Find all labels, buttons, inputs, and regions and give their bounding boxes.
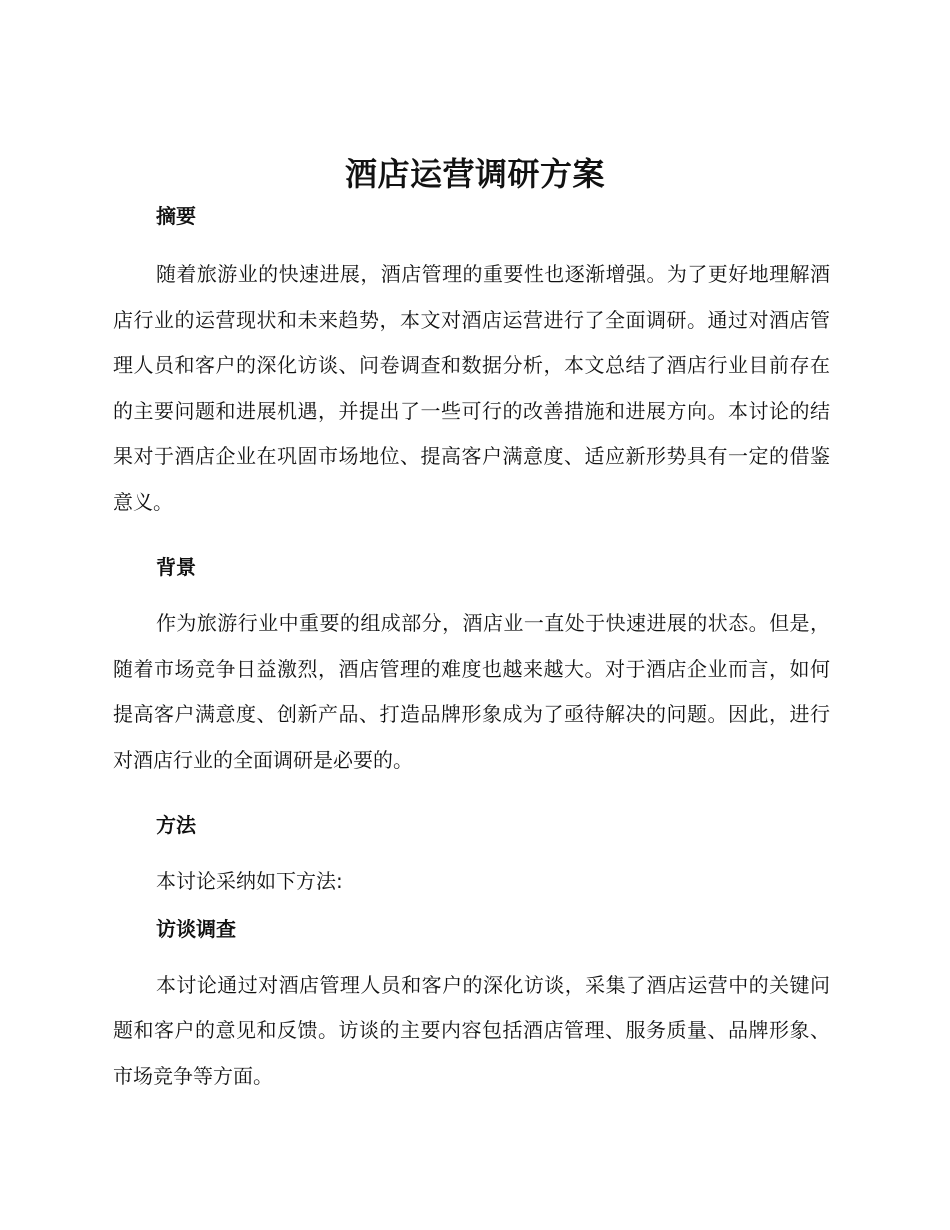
section-heading-interview: 访谈调查: [156, 916, 236, 941]
section-heading-method: 方法: [156, 813, 196, 837]
section-body-interview: 本讨论通过对酒店管理人员和客户的深化访谈，采集了酒店运营中的关键问题和客户的意见和反馈。访谈的主要内容包括酒店管理、服务质量、品牌形象、市场竞争等方面。: [113, 972, 830, 1088]
section-body-method: 本讨论采纳如下方法:: [156, 869, 343, 893]
section-heading-abstract: 摘要: [156, 204, 196, 228]
section-body-background: 作为旅游行业中重要的组成部分，酒店业一直处于快速进展的状态。但是，随着市场竞争日益激烈，酒店管理的难度也越来越大。对于酒店企业而言，如何提高客户满意度、创新产品、打造品牌形象成为了亟待解决的问题。因此，进行对酒店行业的全面调研是必要的。: [113, 611, 830, 772]
section-heading-background: 背景: [156, 555, 196, 579]
document-title: 酒店运营调研方案: [344, 155, 605, 193]
section-body-abstract: 随着旅游业的快速进展，酒店管理的重要性也逐渐增强。为了更好地理解酒店行业的运营现状和未来趋势，本文对酒店运营进行了全面调研。通过对酒店管理人员和客户的深化访谈、问卷调查和数据分析，本文总结了酒店行业目前存在的主要问题和进展机遇，并提出了一些可行的改善措施和进展方向。本讨论的结果对于酒店企业在巩固市场地位、提高客户满意度、适应新形势具有一定的借鉴意义。: [113, 262, 830, 514]
